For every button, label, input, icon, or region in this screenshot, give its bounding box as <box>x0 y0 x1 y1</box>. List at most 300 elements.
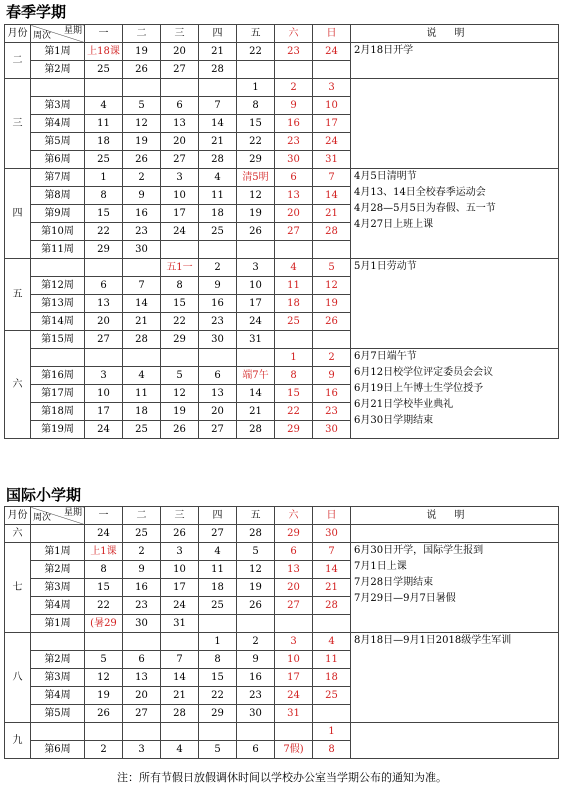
date-cell <box>161 633 199 651</box>
week-cell: 第4周 <box>31 115 85 133</box>
date-cell: 4 <box>161 741 199 759</box>
date-cell: 12 <box>161 385 199 403</box>
date-cell: 27 <box>123 705 161 723</box>
date-cell: 29 <box>237 151 275 169</box>
weekday-header: 日 <box>313 507 351 525</box>
date-cell <box>199 79 237 97</box>
date-cell: 6 <box>85 277 123 295</box>
date-cell: 3 <box>275 633 313 651</box>
note-line: 7月29日—9月7日暑假 <box>354 593 456 604</box>
date-cell: 18 <box>199 205 237 223</box>
date-cell: 7 <box>199 97 237 115</box>
date-cell: 12 <box>237 561 275 579</box>
date-cell <box>123 79 161 97</box>
date-cell: 5 <box>123 97 161 115</box>
date-cell <box>85 259 123 277</box>
date-cell: 29 <box>85 241 123 259</box>
date-cell: 17 <box>161 579 199 597</box>
month-cell: 二 <box>5 43 31 79</box>
weekday-header: 二 <box>123 507 161 525</box>
date-cell: 3 <box>161 169 199 187</box>
date-cell: 2 <box>123 169 161 187</box>
date-cell: 19 <box>85 687 123 705</box>
calendar-table-spring <box>4 24 559 439</box>
date-cell: 27 <box>275 223 313 241</box>
month-header-label: 月份 <box>7 509 28 521</box>
note-line: 5月1日劳动节 <box>354 261 417 272</box>
week-cell <box>31 723 85 741</box>
header-row <box>5 507 559 525</box>
date-cell <box>123 723 161 741</box>
date-cell: 15 <box>275 385 313 403</box>
date-cell: 1 <box>313 723 351 741</box>
date-cell: 23 <box>313 403 351 421</box>
date-cell: 21 <box>199 133 237 151</box>
date-cell: 18 <box>199 579 237 597</box>
date-cell: 9 <box>237 651 275 669</box>
date-cell: 25 <box>199 597 237 615</box>
date-cell <box>275 723 313 741</box>
date-cell: 20 <box>123 687 161 705</box>
month-cell: 四 <box>5 169 31 259</box>
week-cell: 第16周 <box>31 367 85 385</box>
date-cell: 16 <box>123 205 161 223</box>
date-cell: 13 <box>199 385 237 403</box>
month-cell: 六 <box>5 331 31 439</box>
date-cell: 14 <box>161 669 199 687</box>
date-cell: 9 <box>275 97 313 115</box>
weekday-header: 日 <box>313 25 351 43</box>
weekday-header-label: 星期 <box>63 26 82 36</box>
week-cell: 第2周 <box>31 561 85 579</box>
date-cell: 25 <box>123 525 161 543</box>
date-cell: 22 <box>85 223 123 241</box>
calendar-row <box>5 43 559 61</box>
notes-cell <box>351 43 559 79</box>
weekday-header: 五 <box>237 507 275 525</box>
date-cell: 3 <box>161 543 199 561</box>
week-header-label: 周次 <box>33 31 52 41</box>
note-line: 6月30日开学，国际学生报到 <box>354 545 484 556</box>
date-cell: 8 <box>237 97 275 115</box>
date-cell: 5 <box>199 741 237 759</box>
week-cell: 第17周 <box>31 385 85 403</box>
month-header-label: 月份 <box>7 27 28 39</box>
date-cell: 8 <box>199 651 237 669</box>
date-cell <box>313 61 351 79</box>
date-cell <box>237 723 275 741</box>
date-cell: 26 <box>237 597 275 615</box>
date-cell: 26 <box>85 705 123 723</box>
date-cell: 27 <box>199 421 237 439</box>
calendar-row <box>5 349 559 367</box>
date-cell: 25 <box>85 151 123 169</box>
date-cell: 15 <box>85 205 123 223</box>
date-cell: 16 <box>123 579 161 597</box>
date-cell: 22 <box>275 403 313 421</box>
date-cell: 23 <box>275 133 313 151</box>
week-cell: 第10周 <box>31 223 85 241</box>
month-cell: 六 <box>5 525 31 543</box>
calendar-table-international <box>4 506 559 759</box>
note-line: 6月21日学校毕业典礼 <box>354 399 454 410</box>
section-title: 国际小学期 <box>6 486 82 504</box>
date-cell: 13 <box>123 669 161 687</box>
date-cell: 18 <box>85 133 123 151</box>
date-cell: 17 <box>161 205 199 223</box>
date-cell: 15 <box>85 579 123 597</box>
date-cell: 1 <box>199 633 237 651</box>
date-cell: 3 <box>237 259 275 277</box>
date-cell: 11 <box>313 651 351 669</box>
weekday-header-label: 星期 <box>63 508 82 518</box>
date-cell: 27 <box>85 331 123 349</box>
date-cell: 14 <box>313 187 351 205</box>
notes-cell <box>351 259 559 349</box>
date-cell: 28 <box>237 525 275 543</box>
date-cell <box>123 349 161 367</box>
date-cell: 21 <box>313 205 351 223</box>
date-cell: 4 <box>85 97 123 115</box>
date-cell: 8 <box>85 561 123 579</box>
date-cell: 30 <box>313 421 351 439</box>
date-cell: 12 <box>237 187 275 205</box>
week-cell: 第4周 <box>31 687 85 705</box>
date-cell: 17 <box>85 403 123 421</box>
date-cell: 27 <box>275 597 313 615</box>
note-line: 2月18日开学 <box>354 45 414 56</box>
date-cell: 29 <box>275 421 313 439</box>
week-cell: 第6周 <box>31 741 85 759</box>
date-cell: 21 <box>123 313 161 331</box>
date-cell: 18 <box>275 295 313 313</box>
date-cell: 24 <box>237 313 275 331</box>
date-cell: 13 <box>275 187 313 205</box>
date-cell: 28 <box>313 597 351 615</box>
week-cell: 第5周 <box>31 705 85 723</box>
date-cell: 29 <box>275 525 313 543</box>
date-cell: 22 <box>237 133 275 151</box>
date-cell: 11 <box>85 115 123 133</box>
weekday-header: 六 <box>275 507 313 525</box>
date-cell: 24 <box>161 597 199 615</box>
date-cell: 22 <box>199 687 237 705</box>
date-cell: 8 <box>275 367 313 385</box>
date-cell <box>161 349 199 367</box>
date-cell: 20 <box>161 43 199 61</box>
date-cell: 11 <box>275 277 313 295</box>
date-cell: 7 <box>313 169 351 187</box>
date-cell <box>199 723 237 741</box>
date-cell: 19 <box>313 295 351 313</box>
date-cell: 29 <box>199 705 237 723</box>
date-cell: 20 <box>275 579 313 597</box>
date-cell: 6 <box>199 367 237 385</box>
weekday-header: 一 <box>85 507 123 525</box>
date-cell: 9 <box>123 561 161 579</box>
date-cell: 31 <box>275 705 313 723</box>
date-cell: 11 <box>199 187 237 205</box>
section-title: 春季学期 <box>6 3 67 21</box>
date-cell <box>199 615 237 633</box>
date-cell: 10 <box>237 277 275 295</box>
date-cell: 5 <box>313 259 351 277</box>
notes-cell <box>351 723 559 759</box>
date-cell: 25 <box>85 61 123 79</box>
calendar-row <box>5 79 559 97</box>
date-cell: 15 <box>237 115 275 133</box>
week-header-label: 周次 <box>33 513 52 523</box>
week-cell <box>31 349 85 367</box>
date-cell: 30 <box>313 525 351 543</box>
calendar-row <box>5 633 559 651</box>
note-line: 7月28日学期结束 <box>354 577 434 588</box>
date-cell: 4 <box>275 259 313 277</box>
date-cell: 22 <box>161 313 199 331</box>
date-cell: 23 <box>199 313 237 331</box>
date-cell: 2 <box>123 543 161 561</box>
date-cell: 27 <box>161 151 199 169</box>
date-cell: 2 <box>237 633 275 651</box>
date-cell <box>275 615 313 633</box>
weekday-header: 四 <box>199 25 237 43</box>
date-cell: 1 <box>237 79 275 97</box>
week-cell: 第14周 <box>31 313 85 331</box>
week-cell: 第11周 <box>31 241 85 259</box>
date-cell: 20 <box>199 403 237 421</box>
date-cell: 15 <box>161 295 199 313</box>
date-cell: 23 <box>237 687 275 705</box>
date-cell: 31 <box>313 151 351 169</box>
date-cell: 17 <box>313 115 351 133</box>
date-cell: 31 <box>161 615 199 633</box>
week-cell: 第4周 <box>31 597 85 615</box>
date-cell <box>85 723 123 741</box>
date-cell <box>237 241 275 259</box>
date-cell: 13 <box>161 115 199 133</box>
date-cell: 4 <box>199 169 237 187</box>
calendar-row <box>5 543 559 561</box>
month-header <box>5 507 31 525</box>
weekday-header: 一 <box>85 25 123 43</box>
calendar-row <box>5 723 559 741</box>
date-cell: 28 <box>199 61 237 79</box>
week-cell <box>31 525 85 543</box>
date-cell: 上18课 <box>85 43 123 61</box>
week-cell: 第2周 <box>31 61 85 79</box>
date-cell <box>161 723 199 741</box>
weekday-header: 四 <box>199 507 237 525</box>
date-cell: 28 <box>237 421 275 439</box>
date-cell: 28 <box>161 705 199 723</box>
date-cell: 24 <box>275 687 313 705</box>
date-cell: 24 <box>161 223 199 241</box>
date-cell: 4 <box>199 543 237 561</box>
month-cell: 八 <box>5 633 31 723</box>
date-cell <box>237 61 275 79</box>
date-cell: 10 <box>161 187 199 205</box>
date-cell: 16 <box>199 295 237 313</box>
week-cell: 第18周 <box>31 403 85 421</box>
date-cell: 11 <box>199 561 237 579</box>
date-cell: 12 <box>313 277 351 295</box>
date-cell: 6 <box>123 651 161 669</box>
week-cell: 第3周 <box>31 97 85 115</box>
week-cell: 第7周 <box>31 169 85 187</box>
weekday-header: 五 <box>237 25 275 43</box>
calendar-row <box>5 259 559 277</box>
date-cell: 26 <box>123 61 161 79</box>
week-cell: 第1周 <box>31 43 85 61</box>
date-cell: 11 <box>123 385 161 403</box>
date-cell: 29 <box>161 331 199 349</box>
date-cell: 31 <box>237 331 275 349</box>
month-header <box>5 25 31 43</box>
date-cell: 25 <box>313 687 351 705</box>
explain-header: 说明 <box>351 25 559 43</box>
date-cell: 27 <box>161 61 199 79</box>
date-cell: 28 <box>313 223 351 241</box>
note-line: 4月27日上班上课 <box>354 219 434 230</box>
weekday-header: 三 <box>161 25 199 43</box>
date-cell: 19 <box>237 579 275 597</box>
weekday-header: 三 <box>161 507 199 525</box>
date-cell: 23 <box>275 43 313 61</box>
date-cell: 14 <box>237 385 275 403</box>
note-line: 6月30日学期结束 <box>354 415 434 426</box>
date-cell: 8 <box>161 277 199 295</box>
date-cell: 8 <box>85 187 123 205</box>
note-line: 6月12日校学位评定委员会会议 <box>354 367 494 378</box>
header-row <box>5 25 559 43</box>
date-cell: 五1一 <box>161 259 199 277</box>
week-cell <box>31 259 85 277</box>
date-cell: 1 <box>85 169 123 187</box>
week-cell: 第13周 <box>31 295 85 313</box>
notes-cell <box>351 633 559 723</box>
diagonal-header <box>31 507 85 525</box>
date-cell: 26 <box>123 151 161 169</box>
month-cell: 五 <box>5 259 31 331</box>
date-cell: 17 <box>275 669 313 687</box>
date-cell: 22 <box>85 597 123 615</box>
date-cell: 18 <box>123 403 161 421</box>
date-cell: 20 <box>85 313 123 331</box>
date-cell: 5 <box>85 651 123 669</box>
week-cell: 第19周 <box>31 421 85 439</box>
date-cell: 上1课 <box>85 543 123 561</box>
date-cell: 7 <box>161 651 199 669</box>
date-cell: 21 <box>199 43 237 61</box>
date-cell: 6 <box>161 97 199 115</box>
date-cell: 5 <box>161 367 199 385</box>
weekday-header: 二 <box>123 25 161 43</box>
note-line: 4月13、14日全校春季运动会 <box>354 187 486 198</box>
date-cell <box>161 241 199 259</box>
date-cell: 30 <box>275 151 313 169</box>
date-cell: 7 <box>313 543 351 561</box>
week-cell: 第15周 <box>31 331 85 349</box>
date-cell <box>237 615 275 633</box>
notes-cell <box>351 169 559 259</box>
date-cell: 13 <box>275 561 313 579</box>
note-line: 6月19日上午博士生学位授予 <box>354 383 484 394</box>
date-cell: 26 <box>313 313 351 331</box>
date-cell: 19 <box>161 403 199 421</box>
date-cell: 2 <box>313 349 351 367</box>
week-cell <box>31 79 85 97</box>
date-cell: 19 <box>123 43 161 61</box>
date-cell: 22 <box>237 43 275 61</box>
date-cell: 6 <box>275 169 313 187</box>
date-cell: 15 <box>199 669 237 687</box>
date-cell: 2 <box>85 741 123 759</box>
date-cell: 19 <box>237 205 275 223</box>
date-cell: 12 <box>85 669 123 687</box>
date-cell: 30 <box>123 241 161 259</box>
date-cell <box>123 633 161 651</box>
month-cell: 七 <box>5 543 31 633</box>
explain-header: 说明 <box>351 507 559 525</box>
date-cell: 14 <box>199 115 237 133</box>
date-cell: 27 <box>199 525 237 543</box>
date-cell <box>123 259 161 277</box>
date-cell: 清5明 <box>237 169 275 187</box>
date-cell: 24 <box>313 133 351 151</box>
date-cell: 12 <box>123 115 161 133</box>
date-cell: 5 <box>237 543 275 561</box>
week-cell: 第1周 <box>31 615 85 633</box>
date-cell <box>161 79 199 97</box>
week-cell: 第3周 <box>31 579 85 597</box>
date-cell: 10 <box>313 97 351 115</box>
date-cell: 24 <box>313 43 351 61</box>
date-cell: 4 <box>313 633 351 651</box>
date-cell <box>237 349 275 367</box>
date-cell: 14 <box>313 561 351 579</box>
weekday-header: 六 <box>275 25 313 43</box>
date-cell: 30 <box>199 331 237 349</box>
date-cell: 20 <box>161 133 199 151</box>
week-cell <box>31 633 85 651</box>
date-cell: 1 <box>275 349 313 367</box>
date-cell: 6 <box>275 543 313 561</box>
date-cell: 30 <box>123 615 161 633</box>
date-cell <box>313 705 351 723</box>
date-cell: 13 <box>85 295 123 313</box>
date-cell: 7假) <box>275 741 313 759</box>
date-cell: 21 <box>237 403 275 421</box>
date-cell <box>275 241 313 259</box>
date-cell: 16 <box>313 385 351 403</box>
date-cell: 9 <box>313 367 351 385</box>
date-cell: 3 <box>313 79 351 97</box>
date-cell <box>313 615 351 633</box>
note-line: 8月18日—9月1日2018级学生军训 <box>354 635 512 646</box>
date-cell: 14 <box>123 295 161 313</box>
date-cell: 3 <box>123 741 161 759</box>
date-cell: 24 <box>85 525 123 543</box>
week-cell: 第5周 <box>31 133 85 151</box>
date-cell: 20 <box>275 205 313 223</box>
date-cell: 端7午 <box>237 367 275 385</box>
note-line: 4月5日清明节 <box>354 171 417 182</box>
date-cell: 19 <box>123 133 161 151</box>
week-cell: 第12周 <box>31 277 85 295</box>
date-cell: 2 <box>199 259 237 277</box>
date-cell: 8 <box>313 741 351 759</box>
date-cell <box>313 331 351 349</box>
